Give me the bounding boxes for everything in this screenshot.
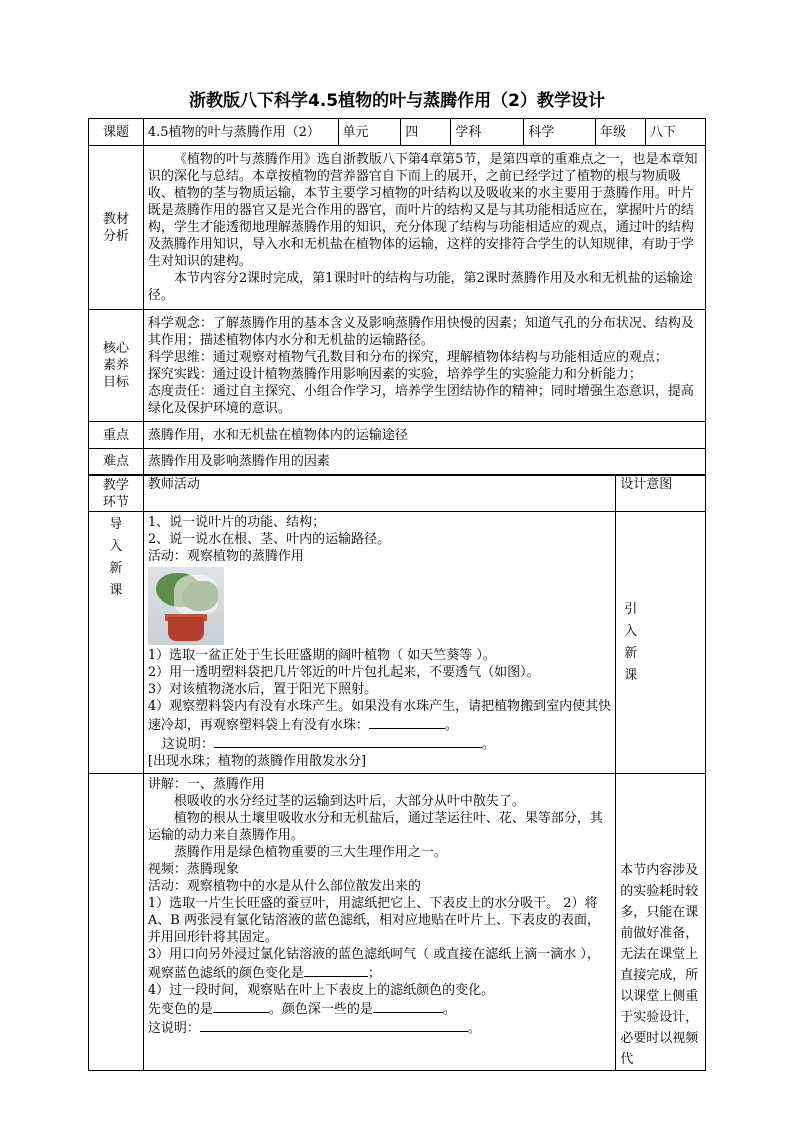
intro-stage-char: 导 — [109, 517, 123, 532]
analysis-label — [89, 146, 144, 310]
lecture-content — [143, 774, 615, 1071]
intro-step-4-text: 4）观察塑料袋内有没有水珠产生。如果没有水珠产生，请把植物搬到室内使其快速冷却，再观察塑料袋上有没有水珠： — [147, 699, 612, 733]
subject-label: 学科 — [451, 119, 524, 146]
process-header-row — [89, 476, 706, 512]
literacy-line-thinking: 科学思维：通过观察对植物气孔数目和分布的探究，理解植物体结构与功能相适应的观点； — [147, 349, 668, 365]
difficulty-label: 难点 — [89, 449, 144, 475]
lecture-explain-end: 。 — [467, 1021, 481, 1036]
answer-blank — [213, 999, 269, 1013]
intro-step-3: 3）对该植物浇水后，置于阳光下照射。 — [147, 682, 378, 697]
key-point-value: 蒸腾作用，水和无机盐在植物体内的运输途径 — [143, 422, 705, 449]
deeper-color-label: 。颜色深一些的是 — [268, 1002, 373, 1017]
analysis-para-2: 本节内容分2课时完成，第1课时叶的结构与功能，第2课时蒸腾作用及水和无机盐的运输途径。 — [147, 271, 693, 303]
stage-header-line-2: 环节 — [102, 494, 129, 510]
info-table — [88, 118, 706, 475]
lecture-step-3-text: 3）用口向另外浸过氯化钴溶液的蓝色滤纸呵气（ 或直接在滤纸上滴一滴水 ），观察蓝色滤纸的颜色变化是 — [147, 947, 600, 981]
lecture-step-1-2: 1）选取一片生长旺盛的蚕豆叶，用滤纸把它上、下表皮上的水分吸干。 2）将 A、B 两张浸有氯化钴溶液的蓝色滤纸，相对应地贴在叶片上、下表皮的表面，并用回形针将其固定。 — [147, 896, 600, 945]
analysis-label-line-1: 教材 — [102, 211, 129, 227]
intent-header: 设计意图 — [616, 476, 706, 512]
intro-activity-title: 活动：观察植物的蒸腾作用 — [147, 549, 304, 564]
intro-question-2: 2、说一说水在根、茎、叶内的运输路径。 — [147, 532, 391, 547]
intro-step-4-end: 。 — [444, 718, 458, 733]
unit-label: 单元 — [338, 119, 401, 146]
unit-value: 四 — [401, 119, 451, 146]
answer-blank — [369, 715, 445, 729]
intro-explain — [148, 734, 611, 753]
lecture-explain — [148, 1018, 611, 1037]
difficulty-value: 蒸腾作用及影响蒸腾作用的因素 — [143, 449, 705, 475]
answer-blank — [200, 1018, 468, 1032]
topic-value: 4.5植物的叶与蒸腾作用（2） — [143, 119, 338, 146]
process-table — [88, 475, 706, 1071]
lecture-video: 视频：蒸腾现象 — [147, 862, 239, 877]
intro-intent — [616, 512, 706, 774]
lecture-activity-title: 活动：观察植物中的水是从什么部位散发出来的 — [147, 879, 421, 894]
key-point-row — [89, 422, 706, 449]
analysis-row — [89, 146, 706, 310]
answer-blank — [304, 963, 368, 977]
literacy-content — [143, 310, 705, 422]
lecture-first-color — [148, 999, 611, 1018]
intro-step-1: 1）选取一盆正处于生长旺盛期的阔叶植物（ 如天竺葵等 ）。 — [147, 648, 496, 663]
answer-blank — [214, 734, 482, 748]
intro-answer: [出现水珠；植物的蒸腾作用散发水分] — [147, 754, 367, 769]
intro-stage-char: 新 — [109, 561, 123, 576]
page-title: 浙教版八下科学4.5植物的叶与蒸腾作用（2）教学设计 — [189, 91, 605, 111]
intro-explain-label: 这说明： — [161, 737, 214, 752]
lecture-heading: 讲解：一、蒸腾作用 — [147, 777, 265, 792]
grade-value: 八下 — [646, 119, 706, 146]
analysis-content — [143, 146, 705, 310]
lecture-para-2: 植物的根从土壤里吸收水分和无机盐后，通过茎运往叶、花、果等部分，其运输的动力来自蒸腾作用。 — [147, 811, 603, 843]
intro-step-2: 2）用一透明塑料袋把几片邻近的叶片包扎起来，不要透气（如图）。 — [147, 665, 540, 680]
literacy-line-practice: 探究实践：通过设计植物蒸腾作用影响因素的实验，培养学生的实验能力和分析能力； — [147, 366, 642, 382]
intro-stage-char: 课 — [109, 583, 123, 598]
intro-stage — [89, 512, 144, 774]
analysis-para-1: 《植物的叶与蒸腾作用》选自浙教版八下第4章第5节，是第四章的重难点之一，也是本章知识的深化与总结。本章按植物的营养器官自下而上的展开，之前已经学过了植物的根与物质吸收、植物的茎与物质运输，本节主要学习植物的叶结构以及吸收来的水主要用于蒸腾作用。叶片既是蒸腾作用的器官又是光合作用的器官，而叶片的结构又是与其功能相适应在，掌握叶片的结构，学生才能透彻地理解蒸腾作用的知识，充分体现了结构与功能相适应的观点，通过叶的结构及蒸腾作用知识，导入水和无机盐在植物体的运输，这样的安排符合学生的认知规律，有助于学生对知识的建构。 — [147, 152, 698, 269]
difficulty-row — [89, 449, 706, 475]
intro-question-1: 1、说一说叶片的功能、结构； — [147, 515, 326, 530]
intro-stage-char: 入 — [109, 539, 123, 554]
lecture-stage — [89, 774, 144, 1071]
activity-header: 教师活动 — [143, 476, 615, 512]
intro-intent-char: 引 — [624, 601, 638, 617]
lecture-explain-label: 这说明： — [147, 1021, 200, 1036]
lecture-para-3: 蒸腾作用是绿色植物重要的三大生理作用之一。 — [173, 845, 447, 860]
intro-explain-end: 。 — [481, 737, 495, 752]
intro-content — [143, 512, 615, 774]
intro-intent-char: 课 — [624, 667, 638, 683]
literacy-label-line-1: 核心 — [102, 341, 129, 356]
literacy-line-attitude: 态度责任：通过自主探究、小组合作学习，培养学生团结协作的精神；同时增强生态意识，提高绿化及保护环境的意识。 — [147, 383, 694, 416]
intro-intent-char: 新 — [624, 645, 638, 661]
subject-value: 科学 — [524, 119, 596, 146]
grade-label: 年级 — [596, 119, 646, 146]
literacy-row — [89, 310, 706, 422]
key-point-label: 重点 — [89, 422, 144, 449]
answer-blank — [373, 999, 443, 1013]
topic-label: 课题 — [89, 119, 144, 146]
first-color-label: 先变色的是 — [147, 1002, 213, 1017]
info-row — [89, 119, 706, 146]
literacy-line-concept: 科学观念：了解蒸腾作用的基本含义及影响蒸腾作用快慢的因素；知道气孔的分布状况、结构及其作用；描述植物体内水分和无机盐的运输路径。 — [147, 315, 694, 348]
analysis-label-line-2: 分析 — [102, 228, 129, 244]
literacy-label — [89, 310, 144, 422]
literacy-label-line-3: 目标 — [102, 375, 129, 390]
intro-row — [89, 512, 706, 774]
intro-step-4 — [148, 698, 611, 734]
stage-header-line-1: 教学 — [102, 477, 129, 493]
intro-intent-char: 入 — [624, 623, 638, 639]
lecture-row — [89, 774, 706, 1071]
stage-header — [89, 476, 144, 512]
lecture-intent: 本节内容涉及的实验耗时较多，只能在课前做好准备，无法在课堂上直接完成，所以课堂上侧重于实验设计，必要时以视频代 — [616, 774, 706, 1071]
lecture-para-1: 根吸收的水分经过茎的运输到达叶后，大部分从叶中散失了。 — [173, 794, 525, 809]
lecture-step-3 — [148, 946, 611, 982]
literacy-label-line-2: 素养 — [102, 358, 129, 373]
plant-photo — [148, 567, 224, 645]
lecture-step-3-end: ； — [367, 966, 381, 981]
lecture-step-4: 4）过一段时间，观察贴在叶上下表皮上的滤纸颜色的变化。 — [147, 983, 495, 998]
deeper-color-end: 。 — [442, 1002, 456, 1017]
